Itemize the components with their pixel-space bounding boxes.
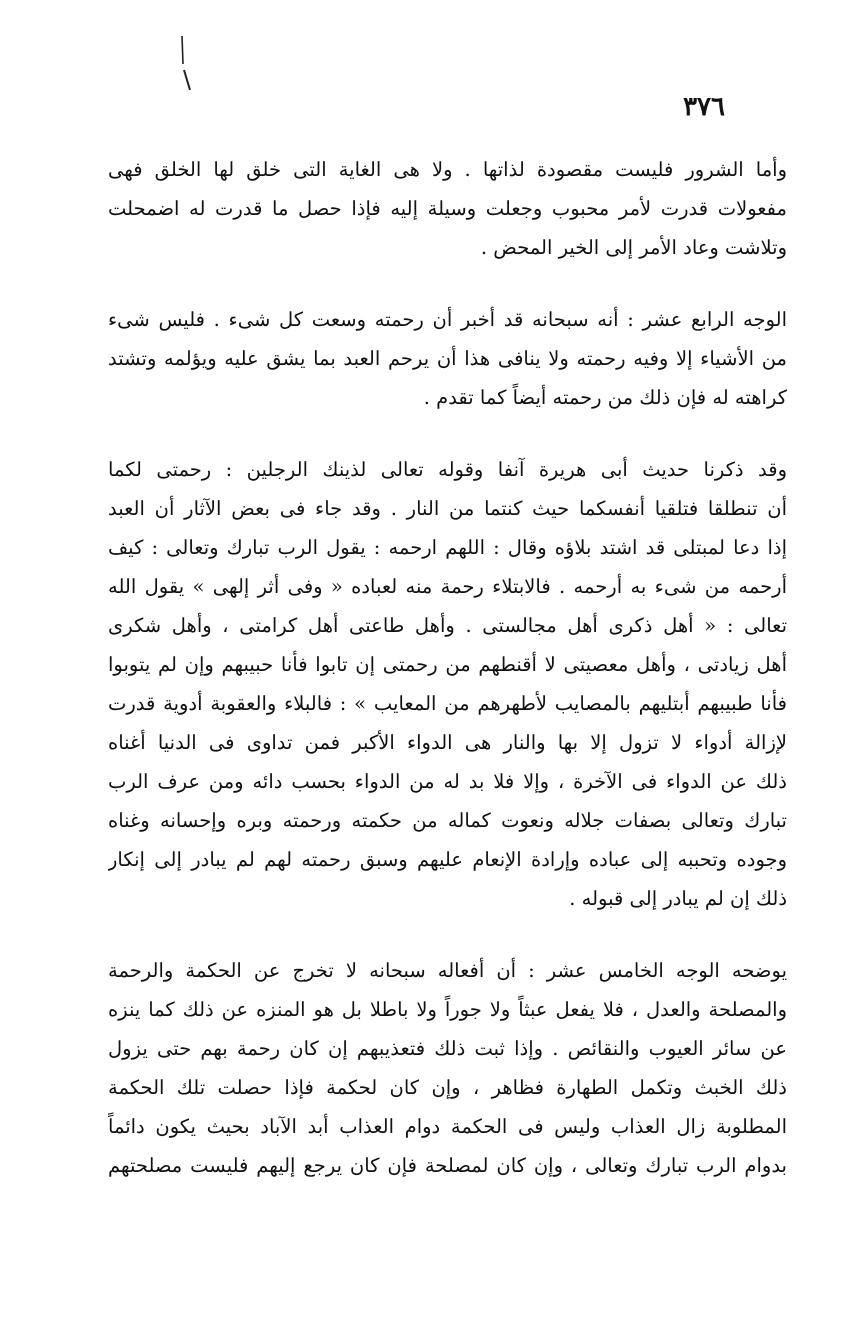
- text-line: ذلك الخبث وتكمل الطهارة فظاهر ، وإن كان لحكمة فإذا حصلت تلك الحكمة: [108, 1076, 787, 1099]
- text-line: يوضحه الوجه الخامس عشر : أن أفعاله سبحانه لا تخرج عن الحكمة والرحمة: [108, 959, 787, 982]
- body-text: [108, 150, 787, 1185]
- text-line: وأما الشرور فليست مقصودة لذاتها . ولا هى الغاية التى خلق لها الخلق فهى: [108, 158, 787, 181]
- text-line: أهل زيادتى ، وأهل معصيتى لا أقنطهم من رحمتى إن تابوا فأنا حبيبهم وإن لم يتوبوا: [108, 653, 787, 676]
- paragraph-1: [108, 150, 787, 267]
- text-line: كراهته له فإن ذلك من رحمته أيضاً كما تقدم .: [423, 386, 787, 409]
- text-line: والمصلحة والعدل ، فلا يفعل عبثاً ولا جوراً ولا باطلا بل هو المنزه عن ذلك كما ينزه: [108, 998, 787, 1021]
- paragraph-4: [108, 951, 787, 1185]
- text-line: الوجه الرابع عشر : أنه سبحانه قد أخبر أن رحمته وسعت كل شىء . فليس شىء: [108, 308, 787, 331]
- text-line: عن سائر العيوب والنقائص . وإذا ثبت ذلك فتعذيبهم إن كان رحمة بهم حتى يزول: [108, 1037, 787, 1060]
- text-line: وجوده وتحببه إلى عباده وإرادة الإنعام عليهم وسبق رحمته لهم لم يبادر إلى إنكار: [108, 848, 787, 871]
- text-line: بدوام الرب تبارك وتعالى ، وإن كان لمصلحة فإن كان يرجع إليهم فليست مصلحتهم: [108, 1154, 787, 1177]
- handwritten-mark: [178, 34, 194, 94]
- text-line: أرحمه من شىء به أرحمه . فالابتلاء رحمة منه لعباده « وفى أثر إلهى » يقول الله: [108, 575, 787, 598]
- text-line: وتلاشت وعاد الأمر إلى الخير المحض .: [480, 236, 787, 259]
- text-line: أن تنطلقا فتلقيا أنفسكما حيث كنتما من النار . وقد جاء فى بعض الآثار أن العبد: [108, 497, 787, 520]
- text-line: ذلك إن لم يبادر إلى قبوله .: [569, 887, 787, 910]
- page-number: ٣٧٦: [683, 92, 725, 122]
- text-line: ذلك عن الدواء فى الآخرة ، وإلا فلا بد له من الدواء بحسب دائه ومن عرف الرب: [108, 770, 787, 793]
- text-line: مفعولات قدرت لأمر محبوب وجعلت وسيلة إليه فإذا حصل ما قدرت له اضمحلت: [108, 197, 787, 220]
- text-line: من الأشياء إلا وفيه رحمته ولا ينافى هذا أن يرحم العبد بما يشق عليه ويؤلمه وتشتد: [108, 347, 787, 370]
- text-line: فأنا طبيبهم أبتليهم بالمصايب لأطهرهم من المعايب » : فالبلاء والعقوبة أدوية قدرت: [108, 692, 787, 715]
- text-line: المطلوبة زال العذاب وليس فى الحكمة دوام العذاب أبد الآباد بحيث يكون دائماً: [108, 1115, 787, 1138]
- text-line: تبارك وتعالى بصفات جلاله ونعوت كماله من حكمته ورحمته وبره وإحسانه وغناه: [108, 809, 787, 832]
- text-line: تعالى : « أهل ذكرى أهل مجالستى . وأهل طاعتى أهل كرامتى ، وأهل شكرى: [108, 614, 787, 637]
- text-line: وقد ذكرنا حديث أبى هريرة آنفا وقوله تعالى لذينك الرجلين : رحمتى لكما: [108, 458, 787, 481]
- paragraph-3: [108, 450, 787, 918]
- paragraph-2: [108, 300, 787, 417]
- text-line: لإزالة أدواء لا تزول إلا بها والنار هى الدواء الأكبر فمن تداوى فى الدنيا أغناه: [108, 731, 787, 754]
- text-line: إذا دعا لمبتلى قد اشتد بلاؤه وقال : اللهم ارحمه : يقول الرب تبارك وتعالى : كيف: [108, 536, 787, 559]
